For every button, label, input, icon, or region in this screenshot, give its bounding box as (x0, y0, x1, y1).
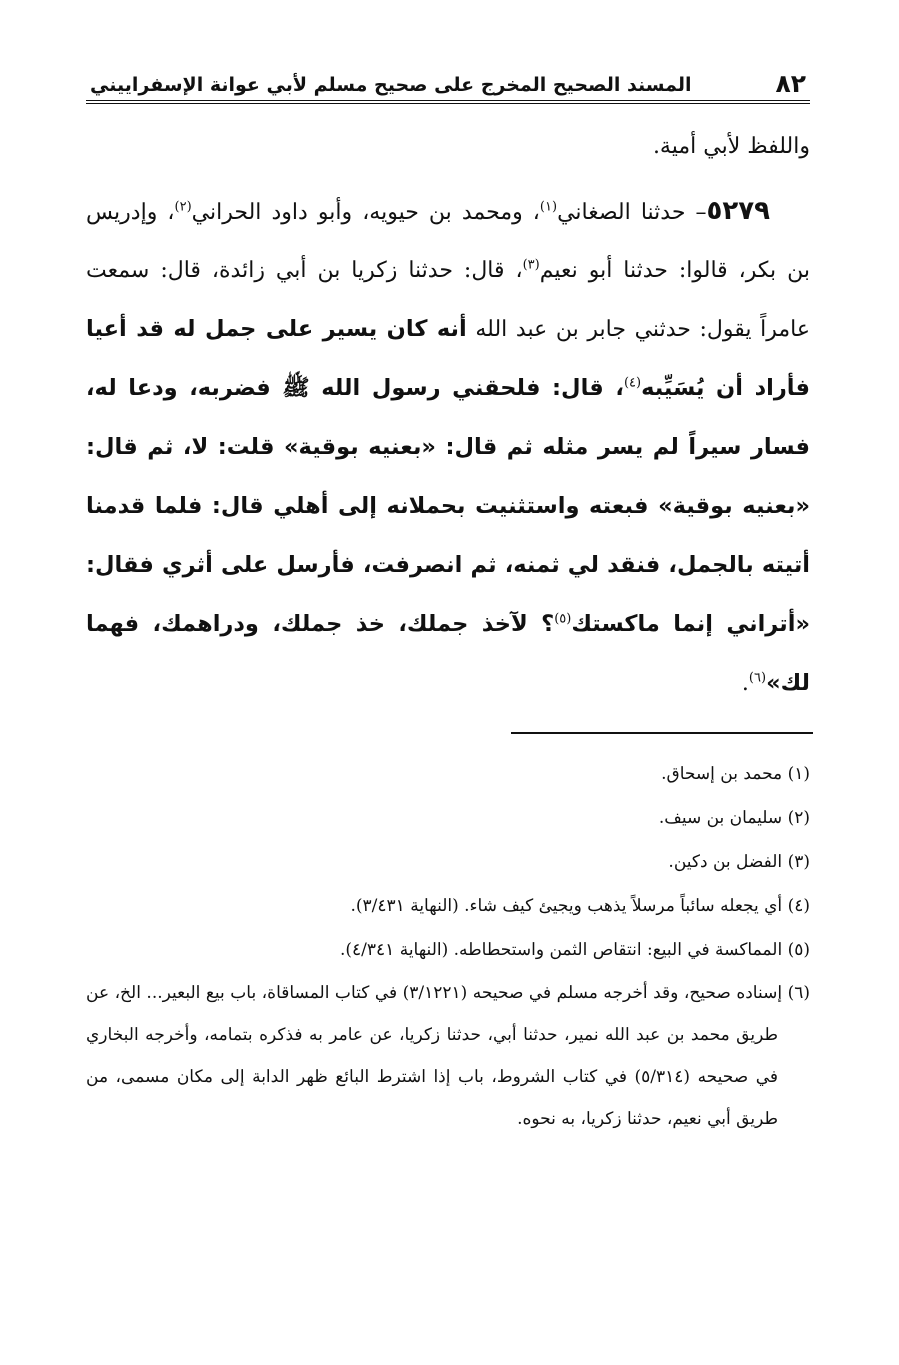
footnote-text: محمد بن إسحاق. (661, 764, 783, 784)
hadith-separator: – (685, 200, 707, 225)
running-header (86, 62, 810, 104)
footnote-item (86, 928, 810, 972)
footnote-text: المماكسة في البيع: انتقاص الثمن واستحطاطه. (النهاية ٤/٣٤١). (339, 940, 783, 960)
footnote-text: أي يجعله سائباً مرسلاً يذهب ويجيئ كيف شاء. (النهاية ٣/٤٣١). (350, 896, 783, 916)
footnote-text: الفضل بن دكين. (668, 852, 783, 872)
footnote-item (86, 972, 810, 1140)
footnote-number: (٥) (787, 940, 810, 960)
footnote-ref-6: (٦) (748, 670, 767, 686)
footnote-ref-1: (١) (539, 199, 558, 215)
footnotes (86, 752, 810, 1140)
footnote-ref-5: (٥) (554, 611, 572, 627)
isnad-text: ، وإدريس بن بكر، قالوا: حدثنا أبو نعيم (86, 200, 810, 283)
footnote-ref-4: (٤) (623, 375, 642, 391)
matn-text: ؟ لآخذ جملك، خذ جملك، ودراهمك، فهما لك» (86, 611, 810, 696)
main-text (86, 118, 810, 713)
page-number: ٨٢ (775, 69, 806, 98)
footnote-text: إسناده صحيح، وقد أخرجه مسلم في صحيحه (٣/١٢٢١) في كتاب المساقاة، باب بيع البعير... الخ، عن طريق محمد بن عبد الله نمير، حدثنا أبي، حدثنا زكريا، عن عامر به فذكره بتمامه، وأخرجه البخاري في صحيحه (٥/٣١٤) في كتاب الشروط، باب إذا اشترط البائع ظهر الدابة إلى مكان مسمى، من طريق أبي نعيم، حدثنا زكريا، به نحوه. (86, 983, 783, 1129)
book-title: المسند الصحيح المخرج على صحيح مسلم لأبي عوانة الإسفراييني (90, 74, 692, 96)
footnote-number: (٦) (787, 983, 810, 1003)
footnote-number: (٢) (787, 808, 810, 828)
footnote-ref-2: (٢) (174, 199, 192, 215)
footnote-text: سليمان بن سيف. (658, 808, 783, 828)
hadith-number: ٥٢٧٩ (706, 196, 771, 226)
footnote-number: (٤) (787, 896, 810, 916)
footnote-item (86, 796, 810, 840)
matn-text: ، قال: فلحقني رسول الله ﷺ فضربه، ودعا له، فسار سيراً لم يسر مثله ثم قال: «بعنيه بوقية» قلت: لا، ثم قال: «بعنيه بوقية» فبعته واستثنيت بحملانه إلى أهلي قال: فلما قدمنا أتيته بالجمل، فنقد لي ثمنه، ثم انصرفت، فأرسل على أثري فقال: «أتراني إنما ماكستك (86, 375, 810, 637)
footnote-ref-3: (٣) (522, 257, 540, 273)
hadith-paragraph (86, 182, 810, 713)
opening-line: واللفظ لأبي أمية. (652, 134, 810, 159)
hadith-end: . (741, 671, 749, 696)
footnote-divider (511, 732, 813, 734)
matn-text: أنه كان يسير على جمل له قد أعيا فأراد أن يُسَيِّبه (86, 316, 810, 401)
isnad-text: حدثنا الصغاني (557, 200, 686, 225)
isnad-text: ، قال: حدثنا زكريا بن أبي زائدة، قال: سمعت عامراً يقول: حدثني جابر بن عبد الله (86, 258, 811, 342)
footnote-item (86, 884, 810, 928)
footnote-item (86, 752, 810, 796)
footnote-number: (١) (787, 764, 810, 784)
isnad-text: ، ومحمد بن حيويه، وأبو داود الحراني (191, 200, 540, 225)
footnote-number: (٣) (787, 852, 810, 872)
footnote-item (86, 840, 810, 884)
